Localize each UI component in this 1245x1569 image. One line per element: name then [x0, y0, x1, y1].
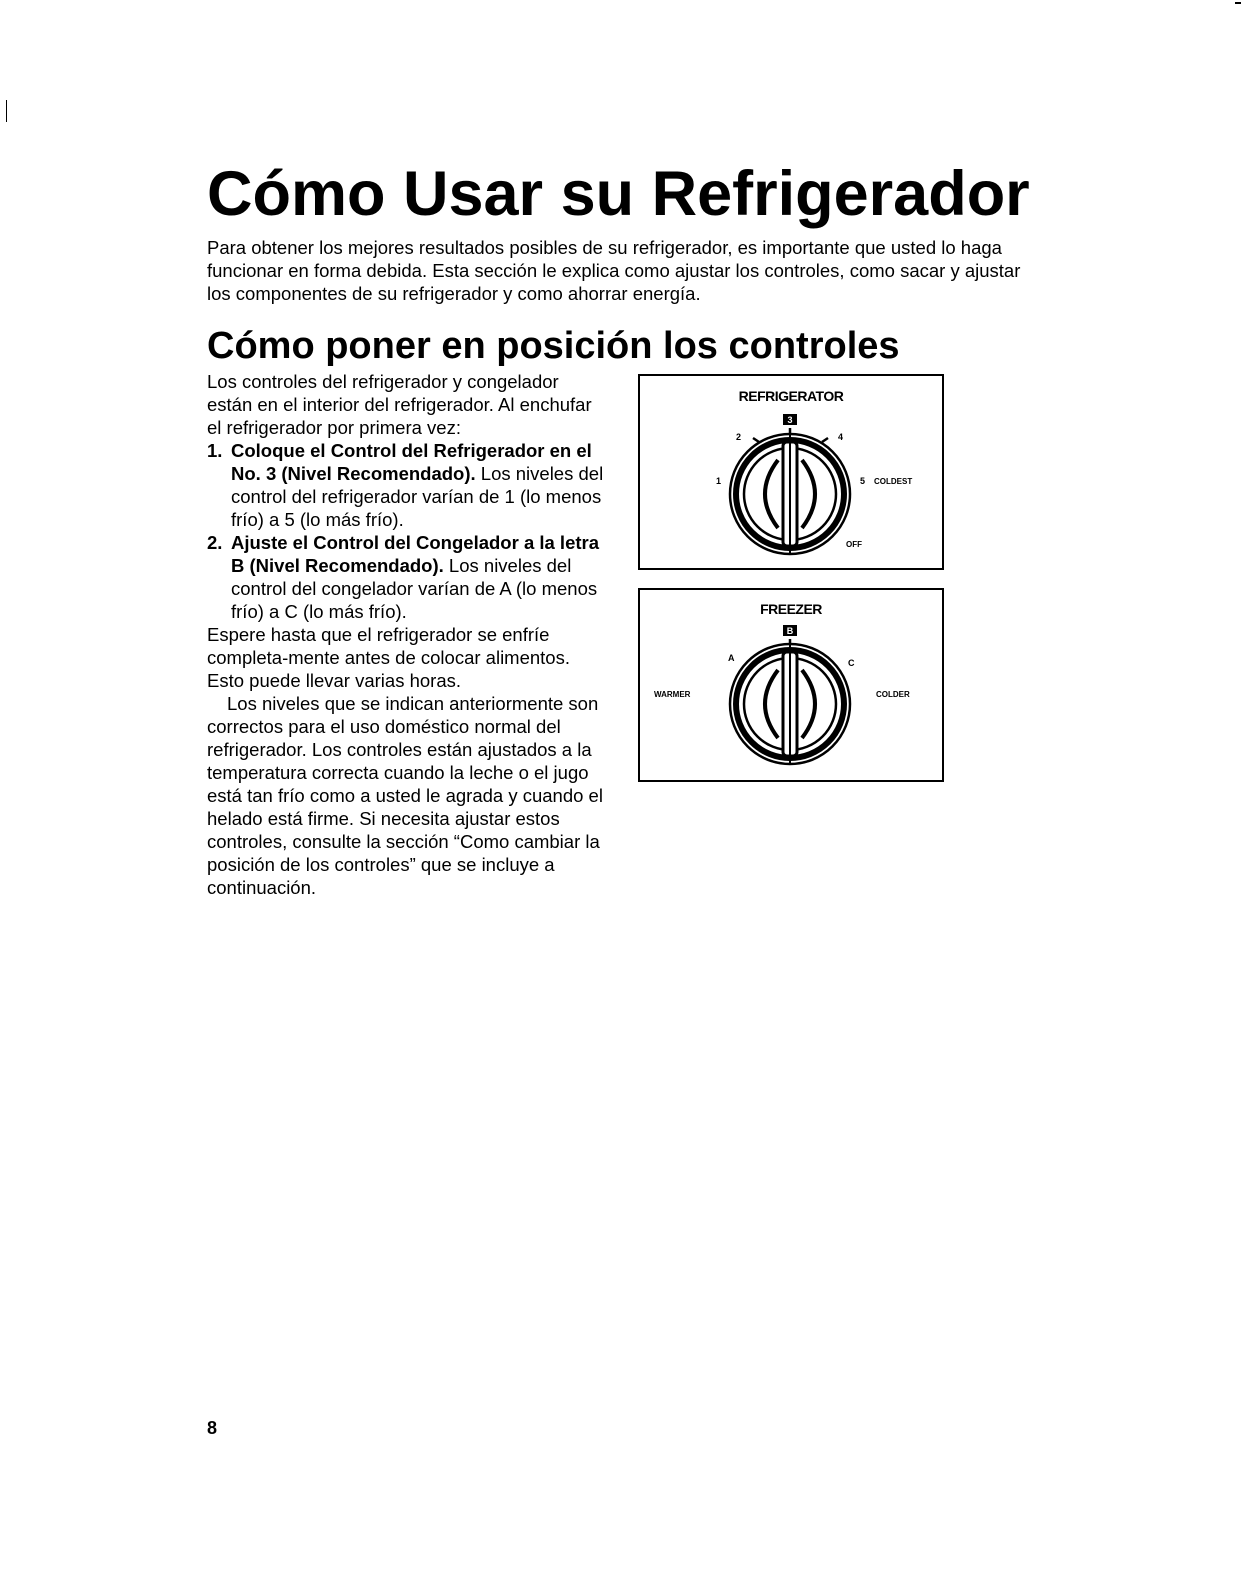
off-label: OFF: [846, 540, 862, 549]
page-title: Cómo Usar su Refrigerador: [207, 159, 1030, 229]
wait-paragraph: Espere hasta que el refrigerador se enfríe completa-mente antes de colocar alimentos. Esto puede llevar varias horas.: [207, 624, 570, 691]
freezer-panel-title: FREEZER: [760, 601, 822, 617]
step-text: Los niveles del control del congelador varían de A (lo menos frío) a C (lo más frío).: [231, 555, 598, 622]
dial-mark: 2: [736, 432, 742, 442]
step-emphasis: Ajuste el Control del Congelador a la letra B (Nivel Recomendado).: [231, 532, 600, 576]
scan-mark: [1235, 2, 1241, 4]
step-emphasis: Coloque el Control del Refrigerador en el No. 3 (Nivel Recomendado).: [231, 440, 592, 484]
refrigerator-control-panel: [638, 374, 944, 570]
selected-setting: B: [786, 626, 794, 636]
intro-paragraph: Para obtener los mejores resultados posibles de su refrigerador, es importante que usted lo haga funcionar en forma debida. Esta sección le explica como ajustar los controles, como sacar y ajustar los componentes de su refrigerador y como ahorrar energía.: [207, 237, 1021, 304]
dial-mark: A: [728, 653, 735, 663]
warmer-label: WARMER: [654, 690, 691, 699]
selected-setting: 3: [787, 415, 793, 425]
step-body: [231, 439, 607, 531]
step-text: Los niveles del control del refrigerador varían de 1 (lo menos frío) a 5 (lo más frío).: [231, 463, 604, 530]
levels-paragraph: Los niveles que se indican anteriormente son correctos para el uso doméstico normal del refrigerador. Los controles están ajustados a la temperatura correcta cuando la leche o el jugo está tan frío como a usted le agrada y cuando el helado está firme. Si necesita ajustar estos controles, consulte la sección “Como cambiar la posición de los controles” que se incluye a continuación.: [207, 693, 603, 898]
step-1: [207, 439, 607, 531]
step-number: 2.: [207, 532, 223, 553]
step-number: 1.: [207, 440, 223, 461]
page-number: 8: [207, 1418, 218, 1438]
scan-mark: [6, 100, 7, 122]
instructions-column: [207, 370, 607, 899]
step-2: [207, 531, 607, 623]
colder-label: COLDER: [876, 690, 910, 699]
coldest-label: COLDEST: [874, 477, 913, 486]
refrigerator-dial-icon: [640, 376, 942, 568]
step-body: [231, 531, 607, 623]
lead-paragraph: Los controles del refrigerador y congelador están en el interior del refrigerador. Al enchufar el refrigerador por primera vez:: [207, 371, 592, 438]
dial-mark: C: [848, 658, 855, 668]
dial-mark: 1: [716, 476, 722, 486]
freezer-dial-icon: [640, 590, 942, 780]
dial-mark: 5: [860, 476, 866, 486]
section-heading: Cómo poner en posición los controles: [207, 325, 900, 367]
refrigerator-panel-title: REFRIGERATOR: [738, 388, 844, 404]
freezer-control-panel: [638, 588, 944, 782]
dial-mark: 4: [838, 432, 844, 442]
